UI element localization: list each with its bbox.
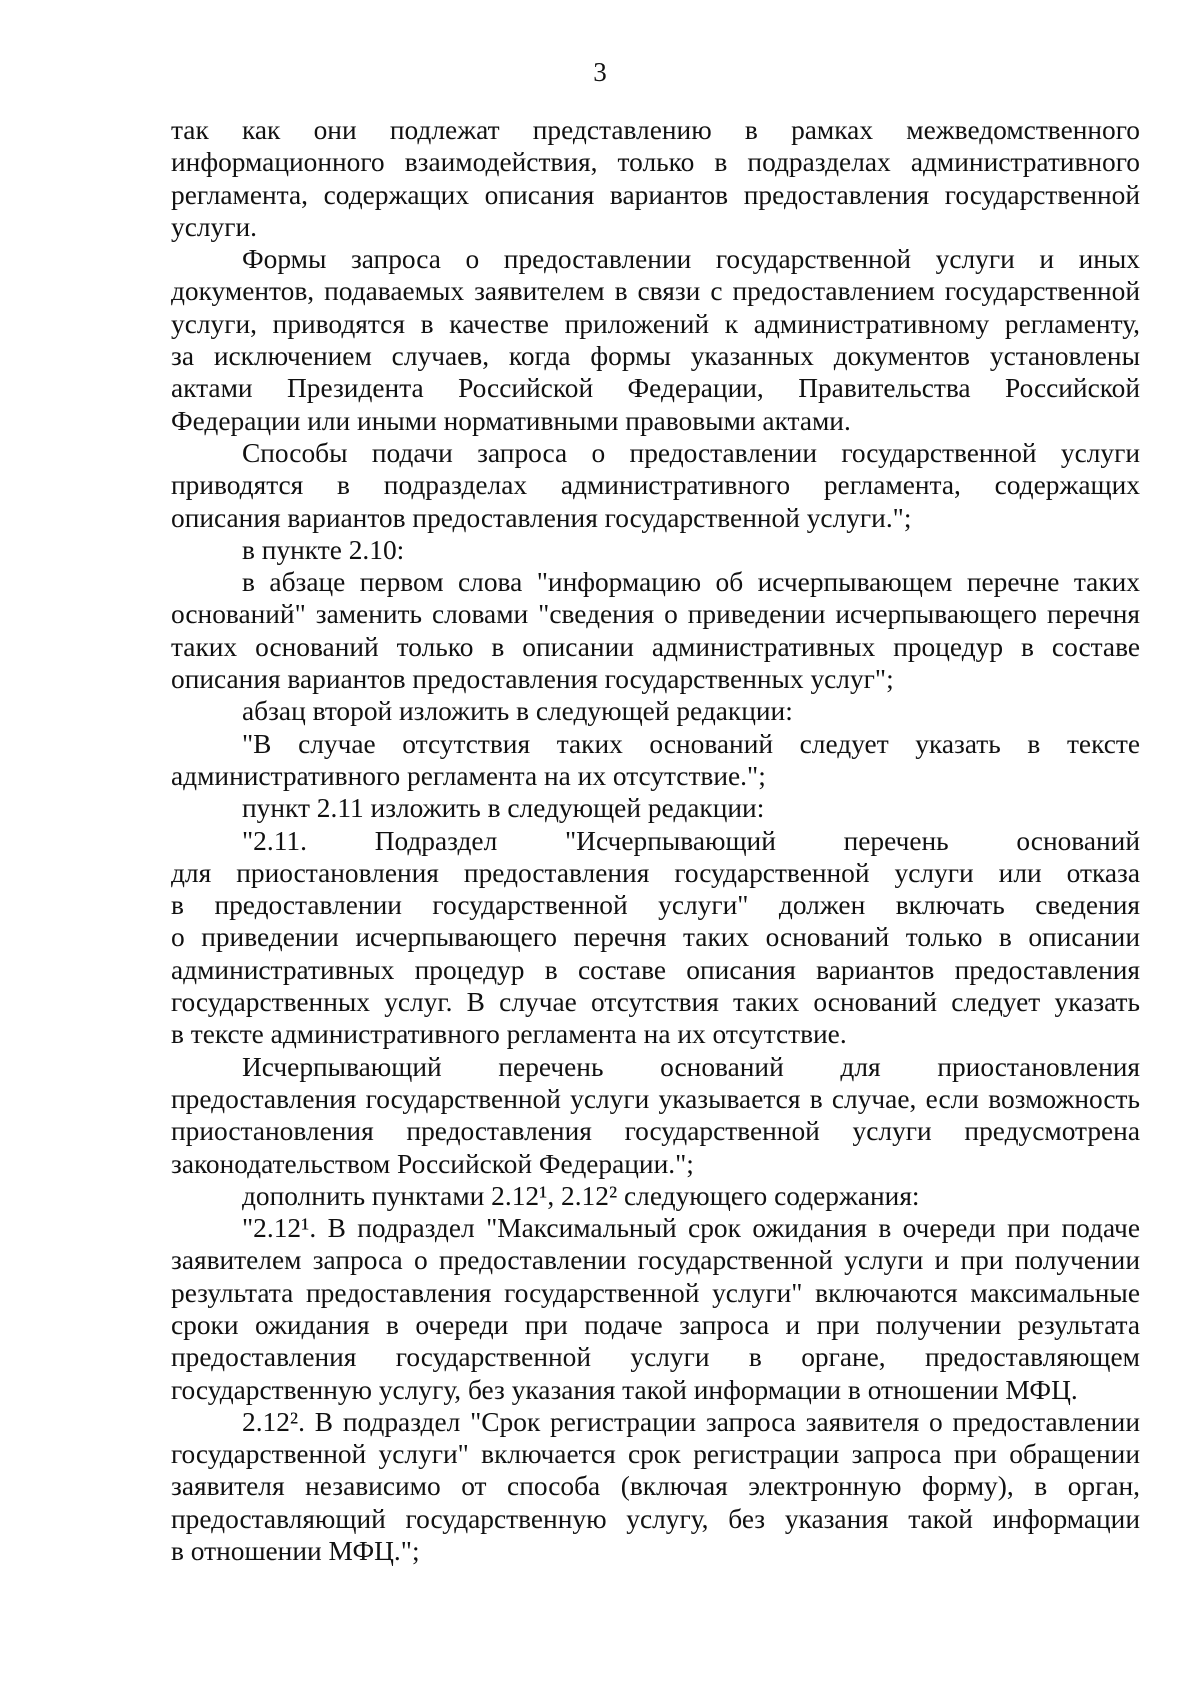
text-line: государственных услуг. В случае отсутствия таких оснований следует указать [171,987,1140,1018]
text-line: "2.11. Подраздел "Исчерпывающий перечень оснований [242,825,1140,856]
text-line: в отношении МФЦ."; [171,1536,420,1567]
paragraph [171,695,1140,727]
text-line: за исключением случаев, когда формы указанных документов установлены [171,341,1140,372]
text-line: административного регламента на их отсутствие."; [171,760,766,791]
document-body [171,114,1140,1567]
text-line: в тексте административного регламента на их отсутствие. [171,1019,847,1050]
text-line: в пункте 2.10: [242,534,405,565]
text-line: предоставляющий государственную услугу, без указания такой информации [171,1503,1140,1534]
paragraph [171,114,1140,243]
text-line: приводятся в подразделах административного регламента, содержащих [171,470,1140,501]
paragraph [171,1406,1140,1567]
text-line: Исчерпывающий перечень оснований для приостановления [242,1051,1140,1082]
page-number: 3 [593,57,607,87]
text-line: пункт 2.11 изложить в следующей редакции: [242,793,765,824]
text-line: административных процедур в составе описания вариантов предоставления [171,954,1140,985]
paragraph [171,1051,1140,1180]
text-line: информационного взаимодействия, только в подразделах административного [171,147,1140,178]
text-line: "2.12¹. В подраздел "Максимальный срок ожидания в очереди при подаче [242,1213,1140,1244]
text-line: документов, подаваемых заявителем в связи с предоставлением государственной [171,276,1140,307]
text-line: предоставления государственной услуги указывается в случае, если возможность [171,1083,1140,1114]
text-line: в предоставлении государственной услуги" должен включать сведения [171,890,1140,921]
text-line: заявителя независимо от способа (включая электронную форму), в орган, [171,1471,1140,1502]
text-line: регламента, содержащих описания вариантов предоставления государственной [171,179,1140,210]
text-line: приостановления предоставления государственной услуги предусмотрена [171,1116,1140,1147]
paragraph [171,728,1140,793]
text-line: оснований" заменить словами "сведения о приведении исчерпывающего перечня [171,599,1140,630]
text-line: сроки ожидания в очереди при подаче запроса и при получении результата [171,1309,1140,1340]
text-line: результата предоставления государственной услуги" включаются максимальные [171,1277,1140,1308]
text-line: абзац второй изложить в следующей редакции: [242,696,793,727]
text-line: "В случае отсутствия таких оснований следует указать в тексте [242,728,1140,759]
paragraph [171,437,1140,534]
paragraph [171,534,1140,566]
text-line: Формы запроса о предоставлении государственной услуги и иных [242,244,1140,275]
text-line: описания вариантов предоставления государственной услуги."; [171,502,912,533]
text-line: услуги, приводятся в качестве приложений к административному регламенту, [171,308,1140,339]
paragraph [171,566,1140,695]
text-line: предоставления государственной услуги в органе, предоставляющем [171,1342,1140,1373]
text-line: для приостановления предоставления государственной услуги или отказа [171,857,1140,888]
text-line: Федерации или иными нормативными правовыми актами. [171,405,851,436]
text-line: дополнить пунктами 2.12¹, 2.12² следующего содержания: [242,1180,920,1211]
paragraph [171,243,1140,437]
text-line: в абзаце первом слова "информацию об исчерпывающем перечне таких [242,567,1140,598]
text-line: законодательством Российской Федерации."; [171,1148,694,1179]
text-line: таких оснований только в описании административных процедур в составе [171,631,1140,662]
paragraph [171,1212,1140,1406]
text-line: услуги. [171,211,257,242]
text-line: заявителем запроса о предоставлении государственной услуги и при получении [171,1245,1140,1276]
text-line: описания вариантов предоставления государственных услуг"; [171,664,894,695]
text-line: о приведении исчерпывающего перечня таких оснований только в описании [171,922,1140,953]
paragraph [171,825,1140,1051]
text-line: 2.12². В подраздел "Срок регистрации запроса заявителя о предоставлении [242,1406,1140,1437]
text-line: Способы подачи запроса о предоставлении государственной услуги [242,437,1140,468]
paragraph [171,792,1140,824]
text-line: государственную услугу, без указания такой информации в отношении МФЦ. [171,1374,1078,1405]
paragraph [171,1180,1140,1212]
text-line: актами Президента Российской Федерации, Правительства Российской [171,373,1140,404]
text-line: так как они подлежат представлению в рамках межведомственного [171,115,1140,145]
text-line: государственной услуги" включается срок регистрации запроса при обращении [171,1439,1140,1470]
